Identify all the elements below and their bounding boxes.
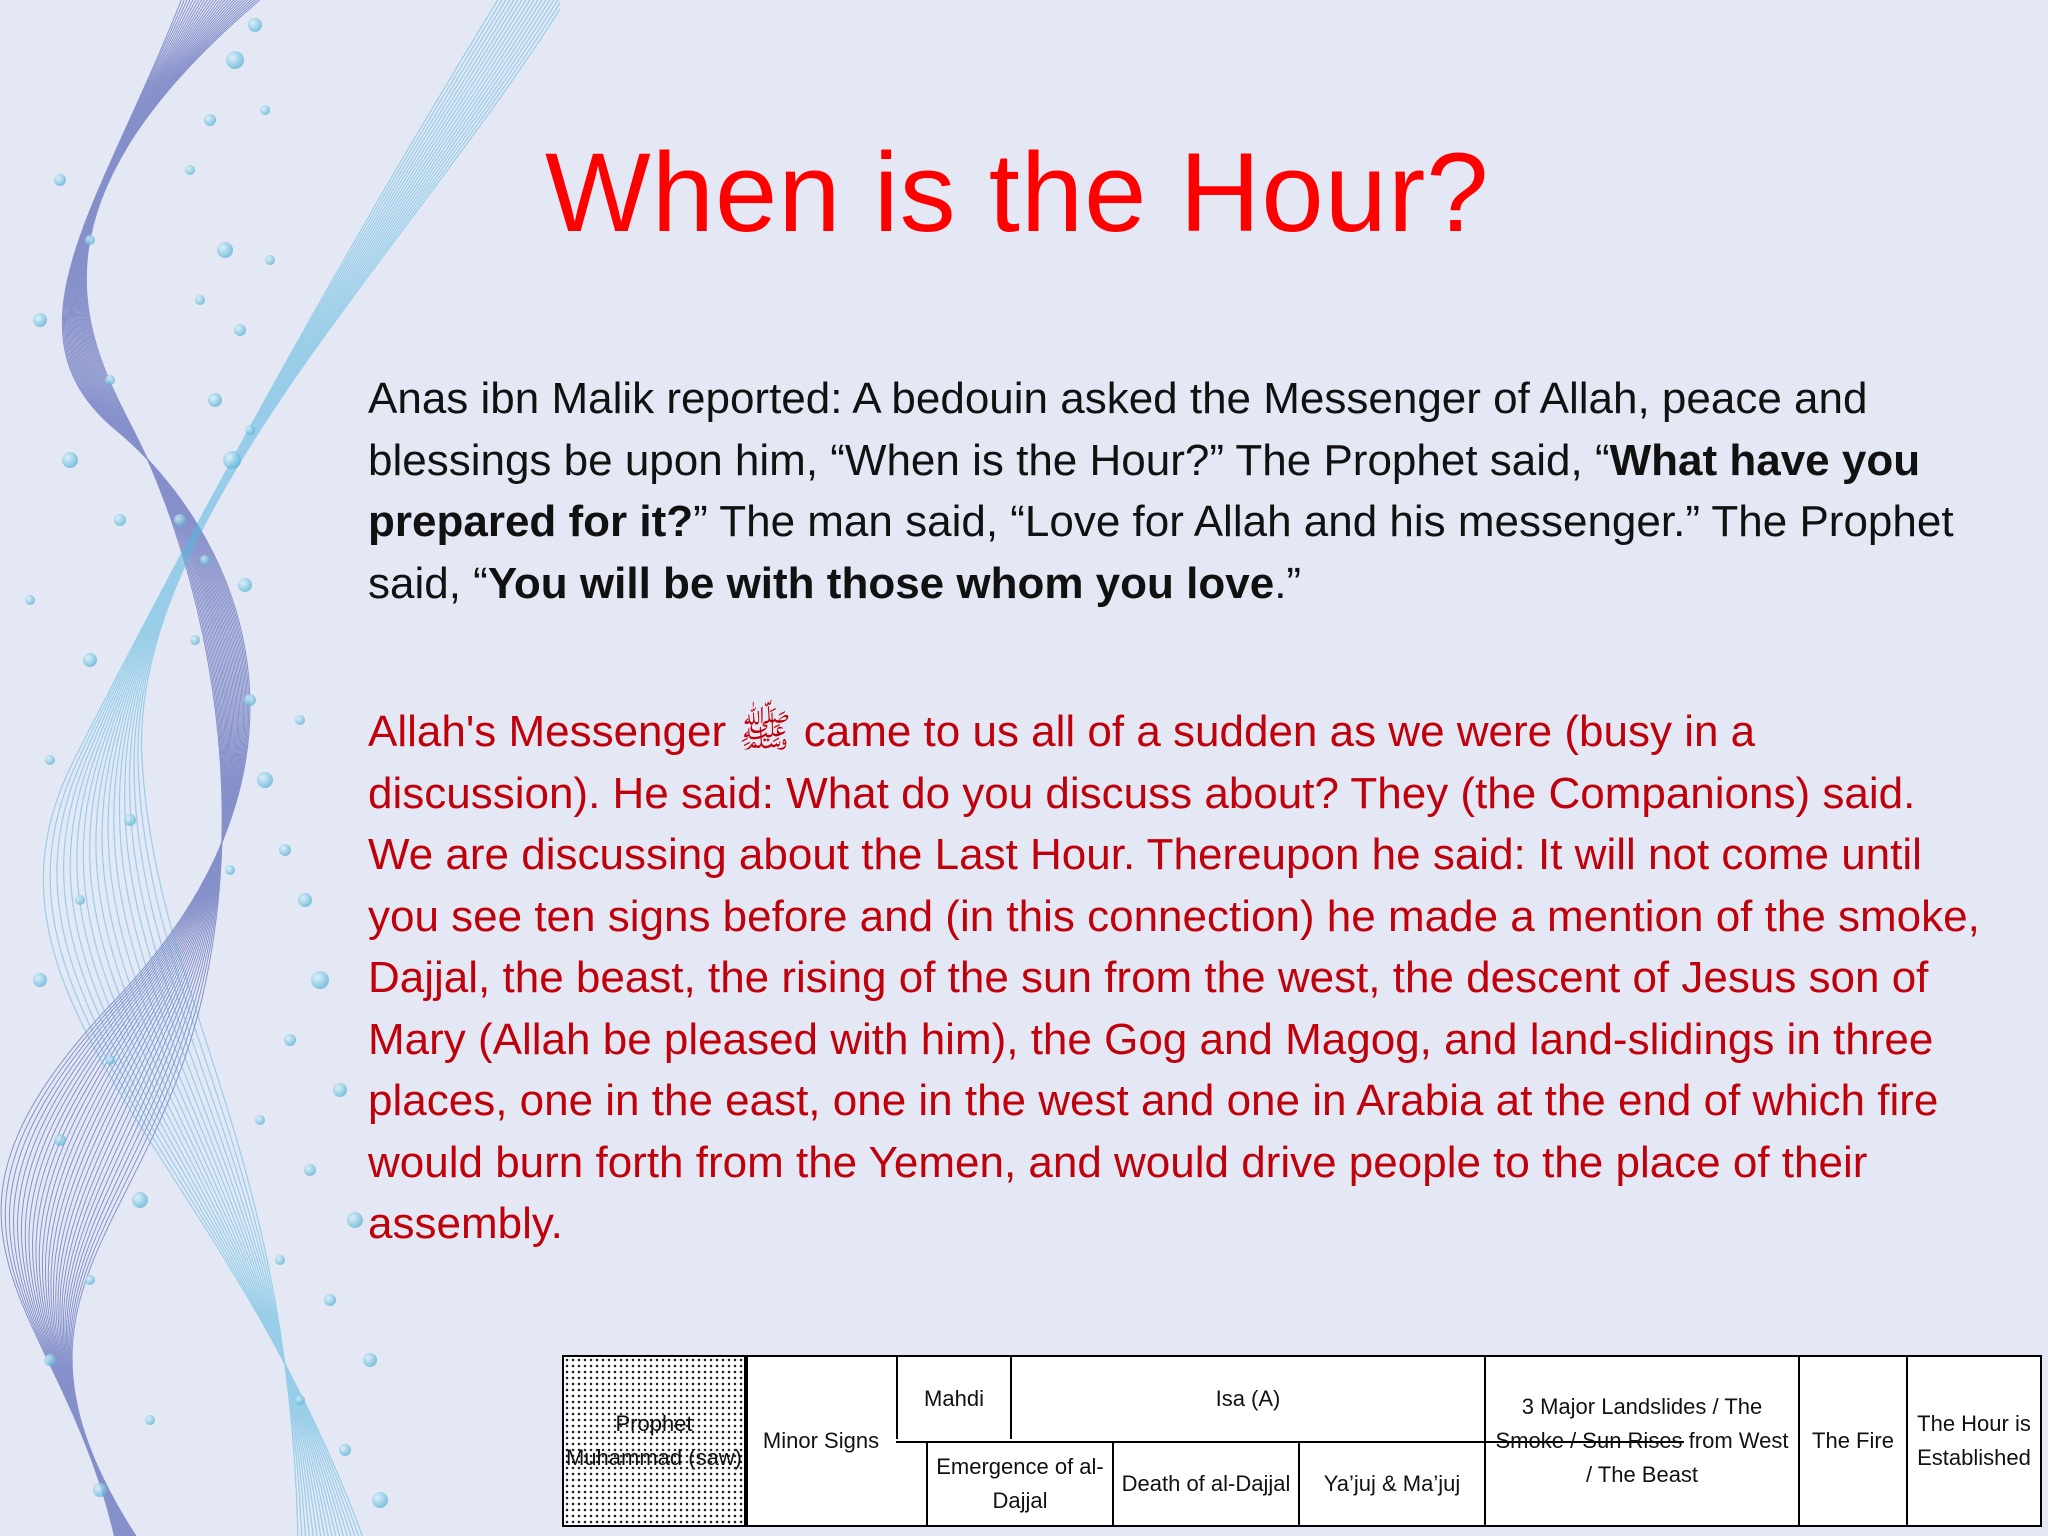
bubble-dot — [44, 1354, 56, 1366]
bubble-dot — [225, 865, 235, 875]
bubble-dot — [204, 114, 216, 126]
bubble-dot — [105, 1055, 115, 1065]
timeline-cell-mahdi: Mahdi — [924, 1386, 984, 1411]
bubble-dot — [372, 1492, 388, 1508]
bubble-dot — [226, 51, 244, 69]
bubble-dot — [339, 1444, 351, 1456]
end-times-timeline-table — [562, 1355, 2042, 1527]
bubble-dot — [333, 1083, 347, 1097]
hadith-bold-question: What have you prepared for it? — [368, 435, 1921, 546]
bubble-dot — [105, 375, 115, 385]
bubble-dot — [62, 452, 78, 468]
timeline-cell-hour-established: The Hour is Established — [1917, 1411, 2031, 1470]
bubble-dot — [208, 393, 222, 407]
bubble-dot — [75, 895, 85, 905]
bubble-dot — [54, 174, 66, 186]
bubble-dot — [33, 313, 47, 327]
bubble-dot — [25, 595, 35, 605]
timeline-cell-the-fire: The Fire — [1812, 1428, 1894, 1453]
timeline-cell-isa: Isa (A) — [1215, 1386, 1281, 1411]
bubble-dot — [363, 1353, 377, 1367]
bubble-dot — [93, 1483, 107, 1497]
wave-line — [9, 0, 247, 1536]
hadith-text: ” The man said, “Love for Allah and his messenger.” The Prophet said, “ — [368, 497, 1954, 608]
bubble-dot — [295, 1395, 305, 1405]
timeline-cell-yajuj-majuj: Ya’juj & Ma’juj — [1323, 1471, 1461, 1496]
bubble-dot — [284, 1034, 296, 1046]
wave-line — [53, 0, 233, 1536]
timeline-cell-death-dajjal: Death of al-Dajjal — [1121, 1471, 1291, 1496]
bubble-dot — [324, 1294, 336, 1306]
bubble-dot — [185, 165, 195, 175]
bubble-dot — [223, 451, 241, 469]
bubble-dot — [244, 694, 256, 706]
bubble-dot — [174, 514, 186, 526]
bubble-dot — [85, 235, 95, 245]
hadith-text: .” — [1274, 558, 1302, 608]
bubble-dot — [54, 1134, 66, 1146]
bubble-dot — [85, 1275, 95, 1285]
bubble-dot — [245, 425, 255, 435]
timeline-cell-minor-signs: Minor Signs — [762, 1428, 880, 1453]
bubble-dot — [45, 755, 55, 765]
hadith-text: Anas ibn Malik reported: A bedouin asked the Messenger of Allah, peace and blessings be upon him, “When is the Hour?” The Prophet said, “ — [368, 374, 1868, 485]
timeline-cell-major-signs: 3 Major Landslides / The Smoke / Sun Rises from West / The Beast — [1495, 1394, 1789, 1487]
bubble-dot — [311, 971, 329, 989]
bubble-dot — [114, 514, 126, 526]
bubble-dot — [234, 324, 246, 336]
bubble-dot — [275, 1255, 285, 1265]
bubble-dot — [190, 635, 200, 645]
bubble-dot — [33, 973, 47, 987]
bubble-dot — [279, 844, 291, 856]
bubble-dot — [83, 653, 97, 667]
bubble-dot — [124, 814, 136, 826]
hadith-anas-paragraph — [368, 368, 1988, 614]
bubble-dot — [238, 578, 252, 592]
timeline-cell-prophet: Prophet Muhammad (saw) — [564, 1357, 746, 1525]
bubble-dot — [145, 1415, 155, 1425]
bubble-dot — [257, 772, 273, 788]
hadith-ten-signs-paragraph: Allah's Messenger ﷺ came to us all of a sudden as we were (busy in a discussion). He said: What do you discuss about? They (the Companions) said. We are discussing about the Last Hour. Thereupon he said: It will not come until you see ten signs before and (in this connection) he made a mention of the smoke, Dajjal, the beast, the rising of the sun from the west, the descent of Jesus son of Mary (Allah be pleased with him), the Gog and Magog, and land-slidings in three places, one in the east, one in the west and one in Arabia at the end of which fire would burn forth from the Yemen, and would drive people to the place of their assembly. — [368, 707, 1980, 1248]
bubble-dot — [200, 555, 210, 565]
bubble-dot — [255, 1115, 265, 1125]
bubble-dot — [217, 242, 233, 258]
wave-line — [21, 0, 243, 1536]
bubble-dot — [347, 1212, 363, 1228]
wave-line — [42, 0, 236, 1536]
hadith-bold-answer: You will be with those whom you love — [487, 558, 1275, 608]
bubble-dot — [304, 1164, 316, 1176]
slide-title: When is the Hour? — [545, 130, 1490, 255]
bubble-dot — [132, 1192, 148, 1208]
bubble-dot — [295, 715, 305, 725]
wave-line — [29, 0, 241, 1536]
bubble-dot — [248, 18, 262, 32]
timeline-cell-emergence-dajjal: Emergence of al-Dajjal — [936, 1454, 1104, 1513]
bubble-dot — [298, 893, 312, 907]
bubble-dot — [260, 105, 270, 115]
bubble-dot — [265, 255, 275, 265]
bubble-dot — [195, 295, 205, 305]
